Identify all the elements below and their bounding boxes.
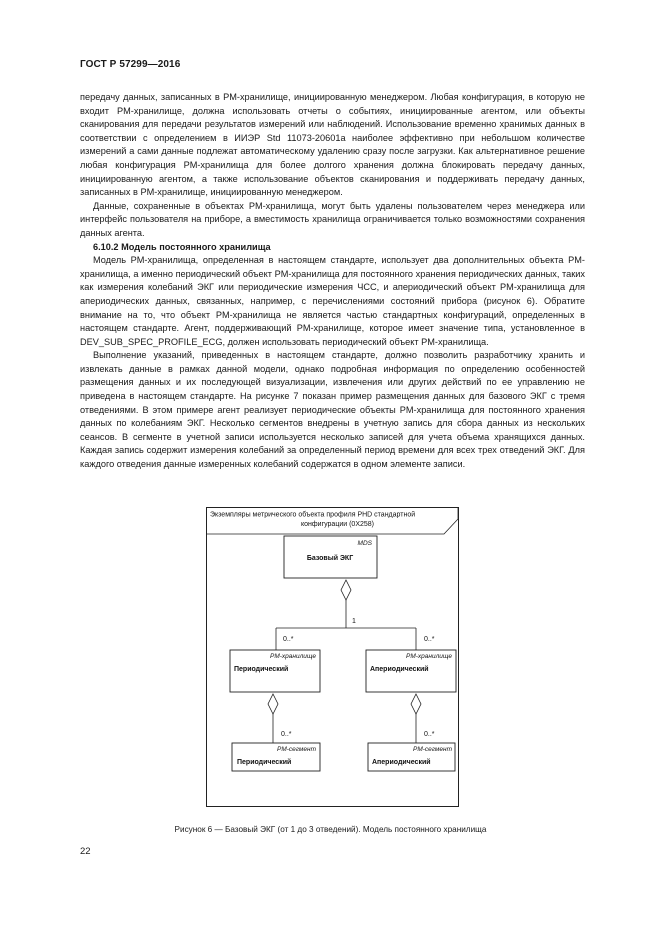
pm-segment-aperiodic-stereotype: PM-сегмент [413, 746, 452, 753]
pm-segment-periodic-stereotype: PM-сегмент [277, 746, 316, 753]
segment-multiplicity-right: 0..* [424, 731, 435, 738]
paragraph-1: передачу данных, записанных в PM-хранилище, инициированную менеджером. Любая конфигурация, в которую не входит PM-хранилище, должна использовать отчеты о событиях, инициированные агентом, или объекты сканирования для передачи результатов измерений или наблюдений. Использование временно хранимых данных в соответствии с определением в ИИЭР Std 11073-20601a наиболее эффективно при небольшом количестве измерений а сами данные подлежат автоматическому удалению сразу после загрузки. Как альтернативное решение любая конфигурация PM-хранилища для более долгого хранения должна блокировать передачу данных, инициированную агентом, а также использование объектов сканирования и поддерживать передачу данных, записанных в PM-хранилище, инициированную менеджером. [80, 92, 585, 198]
pm-store-periodic-diamond [268, 694, 278, 714]
segment-multiplicity-left: 0..* [281, 731, 292, 738]
uml-diagram [206, 507, 459, 807]
mds-stereotype: MDS [357, 540, 372, 547]
frame-title-line1: Экземпляры метрического объекта профиля PHD стандартной [210, 511, 416, 519]
document-header: ГОСТ Р 57299—2016 [80, 59, 181, 70]
pm-store-aperiodic-stereotype: PM-хранилище [405, 653, 452, 660]
pm-segment-periodic-name: Периодический [237, 759, 292, 766]
page-number: 22 [80, 846, 91, 857]
figure-caption: Рисунок 6 — Базовый ЭКГ (от 1 до 3 отведений). Модель постоянного хранилища [174, 825, 487, 834]
mds-name: Базовый ЭКГ [306, 555, 354, 562]
paragraph-4: Выполнение указаний, приведенных в настоящем стандарте, должно позволить разработчику хранить и извлекать данные в рамках данной модели, однако подробная информация по определению особенностей размещения данных и их последующей визуализации, извлечения или других действий по ее управлению не приведена в настоящем стандарте. На рисунке 7 показан пример размещения данных для базового ЭКГ с тремя отведениями. В этом примере агент реализует периодические объекты PM-хранилища для постоянного хранения данных по колебаниям ЭКГ. Несколько сегментов внедрены в учетную запись для сбора данных из нескольких сеансов. В сегменте в учетной записи используется несколько записей для учета объема хранящихся данных. Каждая запись содержит измерения колебаний за определенный период времени для всех трех отведений ЭКГ. Для каждого отведения данные измеренных колебаний содержатся в одном элементе записи. [80, 350, 585, 470]
frame-title-line2: конфигурации (0X258) [301, 521, 375, 528]
top-multiplicity: 1 [352, 618, 356, 625]
section-heading: 6.10.2 Модель постоянного хранилища [93, 241, 271, 252]
paragraph-2: Данные, сохраненные в объектах PM-хранилища, могут быть удалены пользователем через менеджера или интерфейс пользователя на приборе, а вместимость хранилища ограничивается только возможностями сохранения данных агента. [80, 200, 585, 238]
mds-composition-diamond [341, 580, 351, 600]
left-multiplicity: 0..* [283, 636, 294, 643]
body-text [80, 91, 585, 472]
right-multiplicity: 0..* [424, 636, 435, 643]
pm-store-aperiodic-name: Апериодический [370, 666, 429, 673]
pm-segment-aperiodic-name: Апериодический [372, 759, 431, 766]
pm-store-periodic-stereotype: PM-хранилище [269, 653, 316, 660]
pm-store-periodic-name: Периодический [234, 666, 289, 673]
pm-store-aperiodic-diamond [411, 694, 421, 714]
paragraph-3: Модель PM-хранилища, определенная в настоящем стандарте, использует два дополнительных объекта PM-хранилища, а именно периодический объект PM-хранилища для постоянного хранения периодических данных, таких как измерения колебаний ЭКГ или периодические измерения ЧСС, и апериодический объект PM-хранилища для апериодических данных, связанных, например, с перечислениями состояний прибора (рисунок 6). Обратите внимание на то, что объект PM-хранилища не является частью стандартных конфигураций, определенных в настоящем стандарте. Агент, поддерживающий PM-хранилище, которое имеет значение типа, установленное в DEV_SUB_SPEC_PROFILE_ECG, должен использовать периодический объект PM-хранилища. [80, 255, 585, 347]
